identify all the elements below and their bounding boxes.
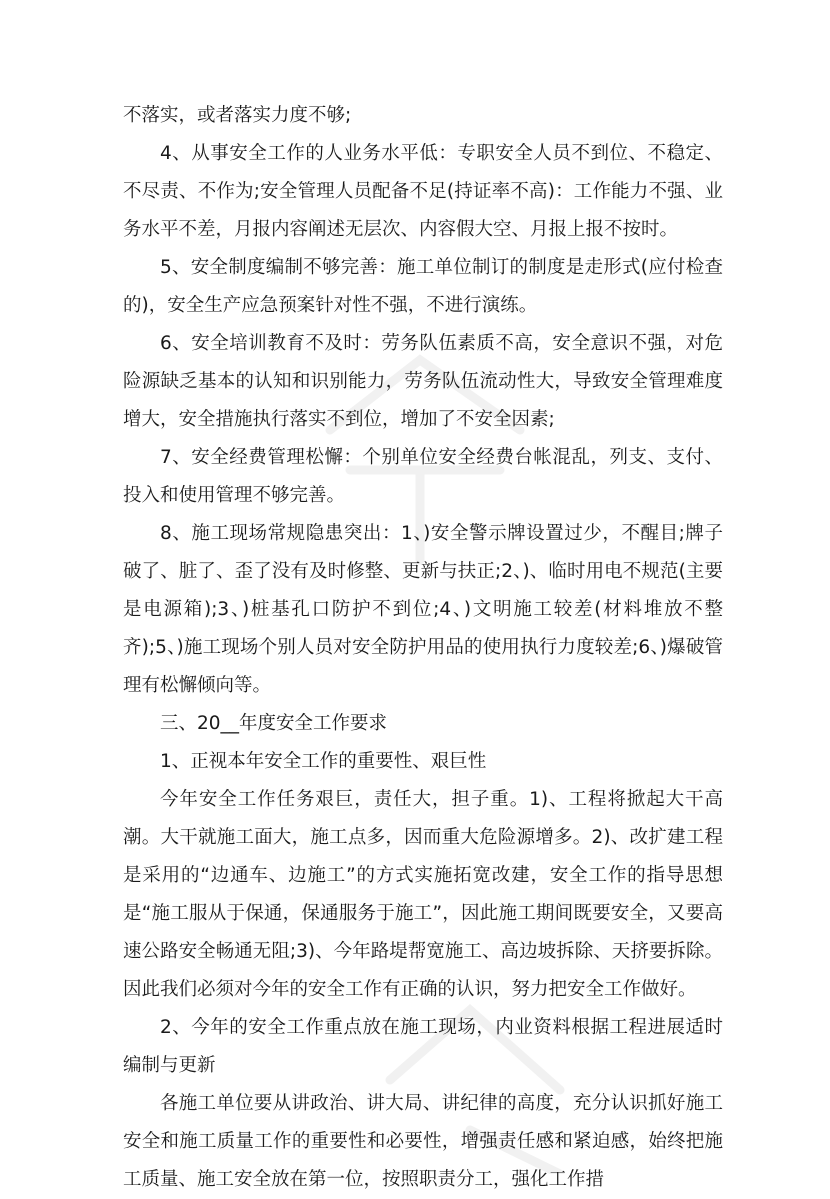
document-body	[123, 97, 723, 1199]
paragraph: 8、施工现场常规隐患突出：1、)安全警示牌设置过少，不醒目;牌子破了、脏了、歪了没有及时修整、更新与扶正;2、)、临时用电不规范(主要是电源箱);3、)桩基孔口防护不到位;4、)文明施工较差(材料堆放不整齐);5、)施工现场个别人员对安全防护用品的使用执行力度较差;6、)爆破管理有松懈倾向等。	[123, 523, 723, 696]
paragraph: 7、安全经费管理松懈：个别单位安全经费台帐混乱，列支、支付、投入和使用管理不够完善。	[123, 447, 723, 506]
paragraph: 三、20__年度安全工作要求	[160, 713, 388, 734]
paragraph: 1、正视本年安全工作的重要性、艰巨性	[160, 751, 487, 772]
paragraph: 5、安全制度编制不够完善：施工单位制订的制度是走形式(应付检查的)，安全生产应急预案针对性不强，不进行演练。	[123, 257, 723, 316]
paragraph: 不落实，或者落实力度不够;	[123, 105, 352, 126]
paragraph: 6、安全培训教育不及时：劳务队伍素质不高，安全意识不强，对危险源缺乏基本的认知和识别能力，劳务队伍流动性大，导致安全管理难度增大，安全措施执行落实不到位，增加了不安全因素;	[123, 333, 723, 430]
paragraph: 4、从事安全工作的人业务水平低：专职安全人员不到位、不稳定、不尽责、不作为;安全管理人员配备不足(持证率不高)：工作能力不强、业务水平不差，月报内容阐述无层次、内容假大空、月报上报不按时。	[123, 143, 723, 240]
paragraph: 2、今年的安全工作重点放在施工现场，内业资料根据工程进展适时编制与更新	[123, 1017, 723, 1076]
paragraph: 今年安全工作任务艰巨，责任大，担子重。1)、工程将掀起大干高潮。大干就施工面大，施工点多，因而重大危险源增多。2)、改扩建工程是采用的“边通车、边施工”的方式实施拓宽改建，安全工作的指导思想是“施工服从于保通，保通服务于施工”，因此施工期间既要安全，又要高速公路安全畅通无阻;3)、今年路堤帮宽施工、高边坡拆除、天挤要拆除。因此我们必须对今年的安全工作有正确的认识，努力把安全工作做好。	[123, 789, 723, 1000]
paragraph: 各施工单位要从讲政治、讲大局、讲纪律的高度，充分认识抓好施工安全和施工质量工作的重要性和必要性，增强责任感和紧迫感，始终把施工质量、施工安全放在第一位，按照职责分工，强化工作措	[123, 1093, 723, 1190]
